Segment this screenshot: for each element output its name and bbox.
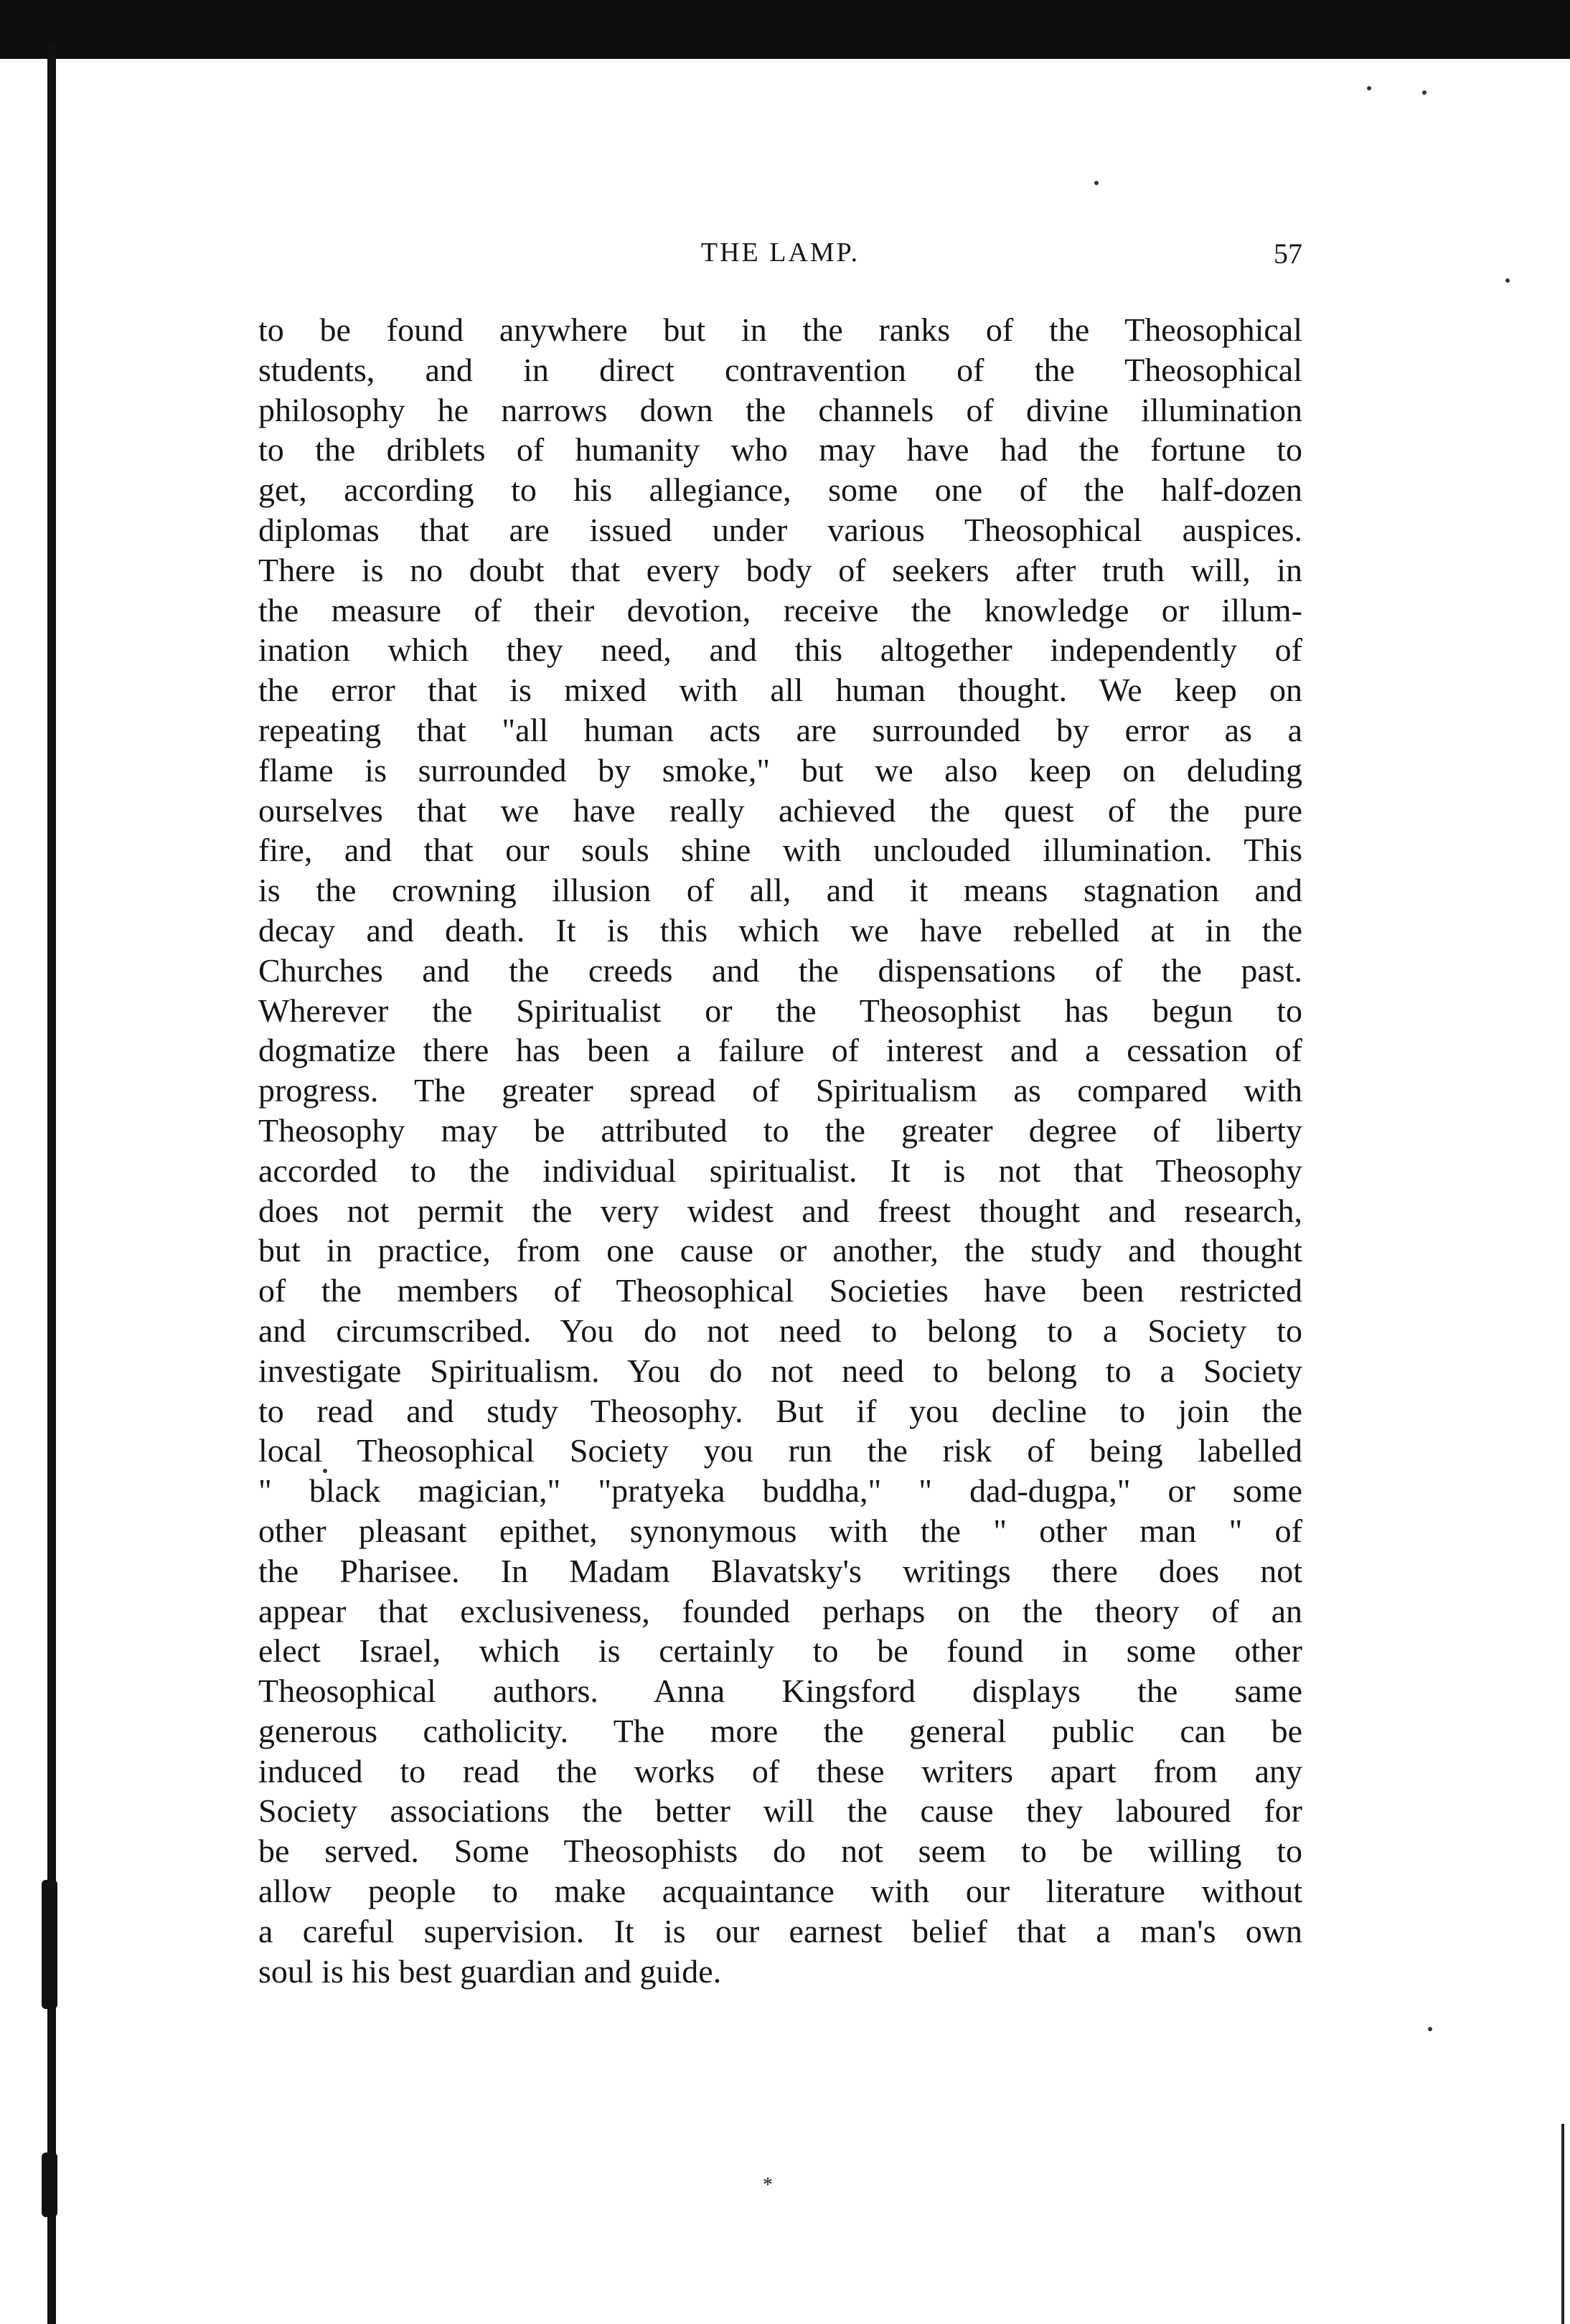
text-line: to the driblets of humanity who may have had the fortune to: [258, 431, 1302, 469]
running-head: THE LAMP.: [700, 237, 860, 268]
scan-speck: [1505, 278, 1510, 283]
text-line: students, and in direct contravention of the Theosophical: [258, 351, 1302, 388]
scan-speck: [1422, 90, 1426, 95]
page-header: [258, 237, 1302, 280]
text-line: of the members of Theosophical Societies have been restricted: [258, 1272, 1302, 1309]
text-line: generous catholicity. The more the general public can be: [258, 1712, 1302, 1749]
text-line: ourselves that we have really achieved the quest of the pure: [258, 791, 1302, 829]
text-line: accorded to the individual spiritualist. It is not that Theosophy: [258, 1152, 1302, 1189]
text-line: does not permit the very widest and freest thought and research,: [258, 1192, 1302, 1229]
scan-speck: [1094, 181, 1099, 185]
scan-speck: [1428, 2027, 1432, 2031]
text-line: the measure of their devotion, receive the knowledge or illum-: [258, 591, 1302, 629]
page-right-edge: [1561, 2124, 1564, 2324]
text-line: be served. Some Theosophists do not seem to be willing to: [258, 1833, 1302, 1870]
text-line: dogmatize there has been a failure of interest and a cessation of: [258, 1032, 1302, 1069]
page-top-border: [0, 0, 1570, 59]
text-line: allow people to make acquaintance with our literature without: [258, 1873, 1302, 1910]
text-line: a careful supervision. It is our earnest belief that a man's own: [258, 1912, 1302, 1949]
text-line: get, according to his allegiance, some one of the half-dozen: [258, 471, 1302, 509]
text-line: other pleasant epithet, synonymous with the " other man " of: [258, 1512, 1302, 1549]
text-line: induced to read the works of these writers apart from any: [258, 1752, 1302, 1789]
text-line: fire, and that our souls shine with unclouded illumination. This: [258, 832, 1302, 869]
text-line: local Theosophical Society you run the risk of being labelled: [258, 1432, 1302, 1469]
text-line: the error that is mixed with all human thought. We keep on: [258, 672, 1302, 709]
text-line: progress. The greater spread of Spiritualism as compared with: [258, 1072, 1302, 1109]
text-line: and circumscribed. You do not need to belong to a Society to: [258, 1312, 1302, 1349]
text-line: elect Israel, which is certainly to be found in some other: [258, 1632, 1302, 1670]
text-line: to be found anywhere but in the ranks of the Theosophical: [258, 311, 1302, 348]
text-line: Society associations the better will the cause they laboured for: [258, 1792, 1302, 1830]
body-text: [258, 310, 1302, 1991]
text-line: philosophy he narrows down the channels of divine illumination: [258, 391, 1302, 428]
text-line: Churches and the creeds and the dispensations of the past.: [258, 951, 1302, 989]
text-line: appear that exclusiveness, founded perhaps on the theory of an: [258, 1592, 1302, 1629]
text-line: decay and death. It is this which we have rebelled at in the: [258, 911, 1302, 949]
scan-speck: [1367, 86, 1371, 90]
binding-mark: [42, 2153, 57, 2217]
text-line: repeating that "all human acts are surrounded by error as a: [258, 711, 1302, 748]
text-line: ination which they need, and this altogether independently of: [258, 631, 1302, 669]
text-line: soul is his best guardian and guide.: [258, 1952, 722, 1990]
binding-mark: [42, 1880, 57, 2009]
page-number: 57: [1274, 237, 1302, 270]
text-line: is the crowning illusion of all, and it means stagnation and: [258, 872, 1302, 909]
text-line: the Pharisee. In Madam Blavatsky's writings there does not: [258, 1552, 1302, 1589]
text-line: Theosophical authors. Anna Kingsford displays the same: [258, 1673, 1302, 1710]
text-line: investigate Spiritualism. You do not need to belong to a Society: [258, 1352, 1302, 1389]
text-line: Theosophy may be attributed to the greater degree of liberty: [258, 1111, 1302, 1149]
text-line: " black magician," "pratyeka buddha," " dad-dugpa," or some: [258, 1472, 1302, 1510]
end-ornament: *: [763, 2174, 773, 2196]
text-line: to read and study Theosophy. But if you decline to join the: [258, 1392, 1302, 1429]
text-line: but in practice, from one cause or another, the study and thought: [258, 1232, 1302, 1269]
text-line: Wherever the Spiritualist or the Theosophist has begun to: [258, 992, 1302, 1029]
text-line: flame is surrounded by smoke," but we also keep on deluding: [258, 751, 1302, 789]
text-line: diplomas that are issued under various Theosophical auspices.: [258, 511, 1302, 548]
text-line: There is no doubt that every body of seekers after truth will, in: [258, 551, 1302, 588]
